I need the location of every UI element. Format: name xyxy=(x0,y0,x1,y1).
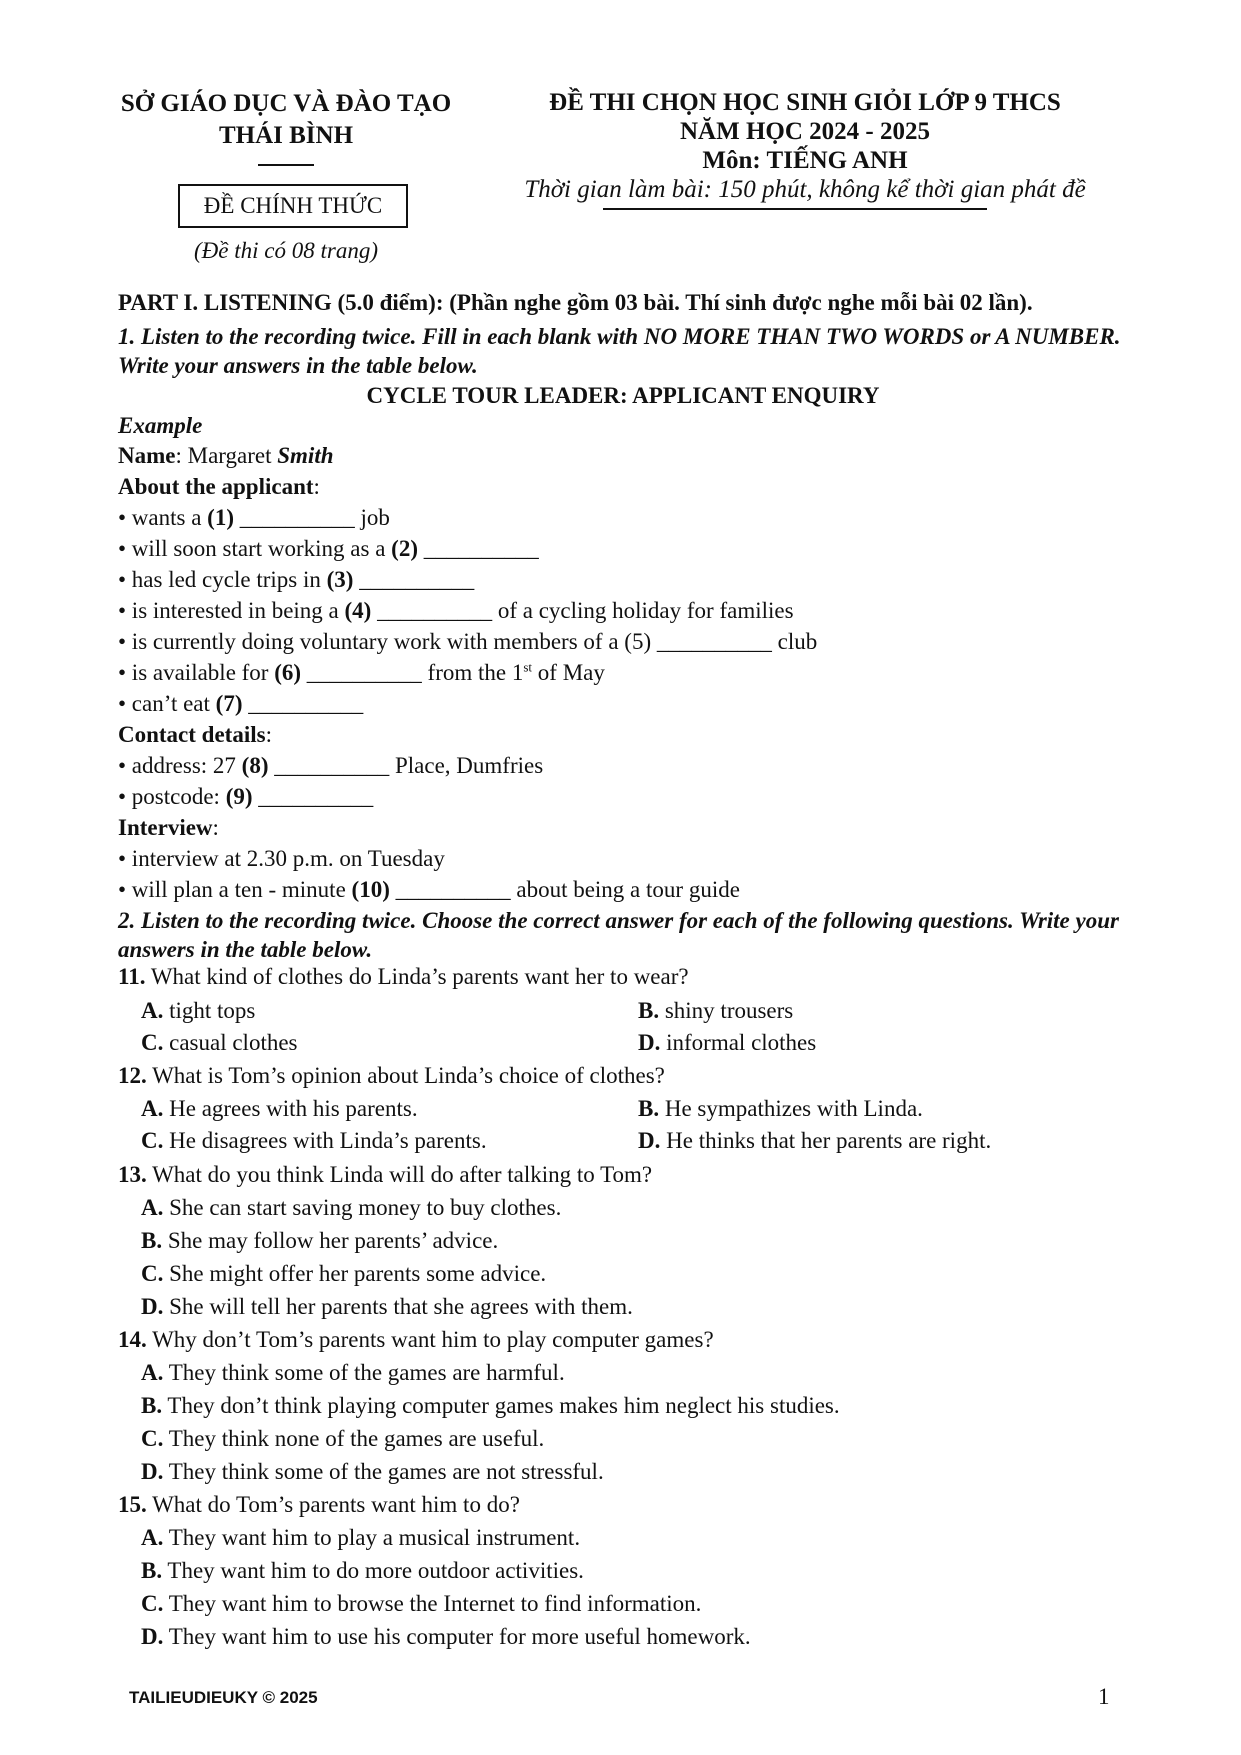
official-exam-box: ĐỀ CHÍNH THỨC xyxy=(178,184,408,228)
blank-4-number: (4) xyxy=(344,598,372,623)
option-text: They think some of the games are not stressful. xyxy=(163,1459,604,1484)
option-letter: C. xyxy=(141,1030,164,1055)
q13-option-c xyxy=(141,1259,546,1289)
task2-instruction: 2. Listen to the recording twice. Choose the correct answer for each of the following questions. Write your answers in the table below. xyxy=(118,908,1119,962)
interview-label-text: Interview xyxy=(118,815,213,840)
option-text: He thinks that her parents are right. xyxy=(660,1128,992,1153)
q14-option-a xyxy=(141,1358,565,1388)
q15-option-a xyxy=(141,1523,580,1553)
q12-option-d xyxy=(638,1126,991,1156)
blank-1: __________ xyxy=(239,505,355,530)
option-text: They want him to do more outdoor activities. xyxy=(162,1558,584,1583)
form-title: CYCLE TOUR LEADER: APPLICANT ENQUIRY xyxy=(366,383,880,408)
q14-option-c xyxy=(141,1424,544,1454)
exam-title: ĐỀ THI CHỌN HỌC SINH GIỎI LỚP 9 THCS xyxy=(549,89,1061,116)
blank-4-prefix: • is interested in being a xyxy=(118,598,345,623)
question-number: 15. xyxy=(118,1492,147,1517)
blank-3-prefix: • has led cycle trips in xyxy=(118,567,327,592)
option-letter: D. xyxy=(638,1128,661,1153)
option-letter: B. xyxy=(141,1393,163,1418)
option-text: She might offer her parents some advice. xyxy=(163,1261,547,1286)
option-letter: B. xyxy=(638,998,660,1023)
option-text: They think some of the games are harmful. xyxy=(163,1360,565,1385)
option-letter: A. xyxy=(141,1360,164,1385)
contact-label-text: Contact details xyxy=(118,722,266,747)
q11-option-d xyxy=(638,1028,816,1058)
pages-note: (Đề thi có 08 trang) xyxy=(194,238,378,263)
blank-line-7 xyxy=(118,689,1128,719)
footer-watermark: TAILIEUDIEUKY © 2025 xyxy=(129,1688,318,1707)
blank-6-number: (6) xyxy=(274,660,302,685)
blank-5: __________ xyxy=(656,629,772,654)
q11-option-a xyxy=(141,996,255,1026)
q11-option-b xyxy=(638,996,793,1026)
blank-4: __________ xyxy=(377,598,493,623)
option-text: They think none of the games are useful. xyxy=(163,1426,545,1451)
blank-3-number: (3) xyxy=(326,567,354,592)
blank-5-suffix: club xyxy=(771,629,818,654)
option-text: He disagrees with Linda’s parents. xyxy=(163,1128,487,1153)
colon: : xyxy=(265,722,272,747)
colon: : xyxy=(212,815,219,840)
question-number: 11. xyxy=(118,964,146,989)
blank-8-suffix: Place, Dumfries xyxy=(389,753,544,778)
question-number: 13. xyxy=(118,1162,147,1187)
question-14 xyxy=(118,1325,1128,1355)
name-label: Name xyxy=(118,443,176,468)
q14-option-b xyxy=(141,1391,840,1421)
option-letter: D. xyxy=(141,1294,164,1319)
option-text: She will tell her parents that she agrees with them. xyxy=(163,1294,633,1319)
blank-1-suffix: job xyxy=(354,505,390,530)
header-left-divider xyxy=(258,164,314,166)
blank-4-suffix: of a cycling holiday for families xyxy=(492,598,794,623)
subject: Môn: TIẾNG ANH xyxy=(702,147,908,174)
option-text: They don’t think playing computer games makes him neglect his studies. xyxy=(162,1393,840,1418)
exam-time: Thời gian làm bài: 150 phút, không kể thời gian phát đề xyxy=(524,176,1086,203)
blank-9-number: (9) xyxy=(225,784,253,809)
interview-time: • interview at 2.30 p.m. on Tuesday xyxy=(118,846,445,871)
q14-option-d xyxy=(141,1457,604,1487)
blank-1-prefix: • wants a xyxy=(118,505,208,530)
blank-2-number: (2) xyxy=(391,536,418,561)
option-letter: D. xyxy=(141,1624,164,1649)
option-letter: B. xyxy=(141,1558,163,1583)
school-year: NĂM HỌC 2024 - 2025 xyxy=(680,118,930,145)
q13-option-b xyxy=(141,1226,498,1256)
option-letter: A. xyxy=(141,998,164,1023)
question-text: What do Tom’s parents want him to do? xyxy=(146,1492,520,1517)
blank-10-number: (10) xyxy=(351,877,390,902)
option-letter: C. xyxy=(141,1591,164,1616)
interview-label xyxy=(118,813,1128,843)
q15-option-d xyxy=(141,1622,751,1652)
colon: : xyxy=(313,474,320,499)
option-text: She may follow her parents’ advice. xyxy=(162,1228,499,1253)
blank-line-5 xyxy=(118,627,1128,657)
about-label-text: About the applicant xyxy=(118,474,314,499)
blank-line-2 xyxy=(118,534,1128,564)
q15-option-b xyxy=(141,1556,584,1586)
option-letter: D. xyxy=(638,1030,661,1055)
option-letter: D. xyxy=(141,1459,164,1484)
blank-line-4 xyxy=(118,596,1128,626)
blank-2: __________ xyxy=(423,536,539,561)
example-label: Example xyxy=(118,413,203,438)
blank-line-1 xyxy=(118,503,1128,533)
option-text: tight tops xyxy=(163,998,256,1023)
option-text: They want him to browse the Internet to find information. xyxy=(163,1591,702,1616)
q13-option-a xyxy=(141,1193,561,1223)
blank-9-prefix: • postcode: xyxy=(118,784,226,809)
option-text: They want him to play a musical instrument. xyxy=(163,1525,581,1550)
example-name-line xyxy=(118,441,1128,471)
option-letter: B. xyxy=(141,1228,163,1253)
blank-10-suffix: about being a tour guide xyxy=(510,877,740,902)
option-text: They want him to use his computer for more useful homework. xyxy=(163,1624,751,1649)
option-letter: A. xyxy=(141,1096,164,1121)
q15-option-c xyxy=(141,1589,701,1619)
blank-line-9 xyxy=(118,782,1128,812)
part1-heading: PART I. LISTENING (5.0 điểm): (Phần nghe gồm 03 bài. Thí sinh được nghe mỗi bài 02 lần). xyxy=(118,290,1033,315)
blank-3: __________ xyxy=(359,567,475,592)
question-text: What is Tom’s opinion about Linda’s choice of clothes? xyxy=(146,1063,665,1088)
blank-5-prefix: • is currently doing voluntary work with members of a (5) xyxy=(118,629,657,654)
blank-6-prefix: • is available for xyxy=(118,660,275,685)
blank-8: __________ xyxy=(274,753,390,778)
blank-1-number: (1) xyxy=(207,505,234,530)
blank-6: __________ xyxy=(306,660,422,685)
blank-8-prefix: • address: 27 xyxy=(118,753,242,778)
about-applicant-label xyxy=(118,472,1128,502)
page-number: 1 xyxy=(1098,1684,1110,1709)
option-text: informal clothes xyxy=(660,1030,817,1055)
option-letter: C. xyxy=(141,1261,164,1286)
blank-7-number: (7) xyxy=(215,691,243,716)
option-text: He agrees with his parents. xyxy=(163,1096,418,1121)
q12-option-a xyxy=(141,1094,418,1124)
blank-10-prefix: • will plan a ten - minute xyxy=(118,877,352,902)
option-letter: A. xyxy=(141,1525,164,1550)
task1-instruction: 1. Listen to the recording twice. Fill in each blank with NO MORE THAN TWO WORDS or A NUMBER. Write your answers in the table below. xyxy=(118,324,1121,378)
name-last: Smith xyxy=(277,443,334,468)
q13-option-d xyxy=(141,1292,633,1322)
option-letter: C. xyxy=(141,1426,164,1451)
option-letter: A. xyxy=(141,1195,164,1220)
blank-line-3 xyxy=(118,565,1128,595)
question-number: 14. xyxy=(118,1327,147,1352)
question-text: What kind of clothes do Linda’s parents want her to wear? xyxy=(145,964,689,989)
option-text: He sympathizes with Linda. xyxy=(659,1096,923,1121)
blank-6-mid: from the 1 xyxy=(421,660,524,685)
contact-details-label xyxy=(118,720,1128,750)
blank-10: __________ xyxy=(395,877,511,902)
province-name: THÁI BÌNH xyxy=(218,122,354,149)
ordinal-superscript: st xyxy=(523,659,533,675)
blank-line-8 xyxy=(118,751,1128,781)
q12-option-b xyxy=(638,1094,923,1124)
header-right-divider xyxy=(603,208,987,210)
question-15 xyxy=(118,1490,1128,1520)
blank-8-number: (8) xyxy=(241,753,269,778)
name-first: : Margaret xyxy=(175,443,278,468)
option-text: She can start saving money to buy clothes. xyxy=(163,1195,562,1220)
question-text: Why don’t Tom’s parents want him to play computer games? xyxy=(146,1327,714,1352)
blank-2-prefix: • will soon start working as a xyxy=(118,536,392,561)
question-text: What do you think Linda will do after talking to Tom? xyxy=(146,1162,653,1187)
question-13 xyxy=(118,1160,1128,1190)
option-text: casual clothes xyxy=(163,1030,298,1055)
blank-line-6 xyxy=(118,658,1128,688)
blank-9: __________ xyxy=(258,784,374,809)
option-letter: C. xyxy=(141,1128,164,1153)
option-text: shiny trousers xyxy=(659,998,794,1023)
blank-7-prefix: • can’t eat xyxy=(118,691,216,716)
blank-line-10 xyxy=(118,875,1128,905)
blank-7: __________ xyxy=(248,691,364,716)
option-letter: B. xyxy=(638,1096,660,1121)
q12-option-c xyxy=(141,1126,487,1156)
department-name: SỞ GIÁO DỤC VÀ ĐÀO TẠO xyxy=(120,90,452,117)
q11-option-c xyxy=(141,1028,298,1058)
question-11 xyxy=(118,962,1128,992)
blank-6-suffix: of May xyxy=(532,660,605,685)
question-number: 12. xyxy=(118,1063,147,1088)
question-12 xyxy=(118,1061,1128,1091)
